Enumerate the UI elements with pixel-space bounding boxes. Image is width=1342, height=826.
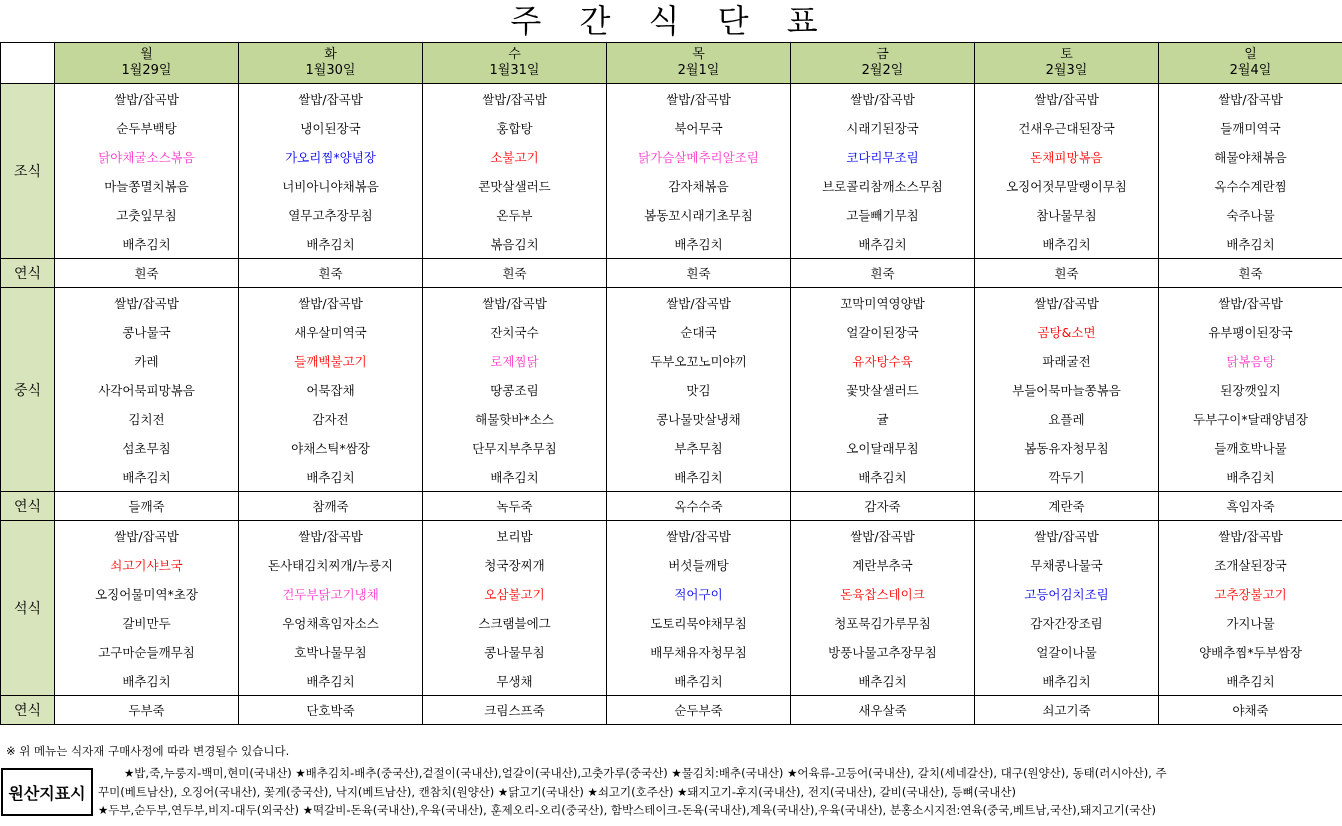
menu-item: 깍두기 bbox=[975, 462, 1159, 492]
menu-item: 쌀밥/잡곡밥 bbox=[423, 288, 607, 318]
menu-item: 꼬막미역영양밥 bbox=[791, 288, 975, 318]
meal-label: 중식 bbox=[1, 288, 55, 492]
menu-item: 방풍나물고추장무침 bbox=[791, 637, 975, 666]
menu-item: 너비아니야채볶음 bbox=[239, 171, 423, 200]
menu-item: 고등어김치조림 bbox=[975, 579, 1159, 608]
menu-item: 고추장불고기 bbox=[1159, 579, 1342, 608]
menu-item: 쌀밥/잡곡밥 bbox=[975, 288, 1159, 318]
menu-item: 들깨호박나물 bbox=[1159, 433, 1342, 462]
menu-item: 쌀밥/잡곡밥 bbox=[975, 84, 1159, 114]
meal-label: 석식 bbox=[1, 521, 55, 696]
meal-label: 연식 bbox=[1, 492, 55, 521]
menu-item: 배무채유자청무침 bbox=[607, 637, 791, 666]
menu-item: 감자전 bbox=[239, 404, 423, 433]
meal-row bbox=[1, 492, 1342, 521]
menu-item: 쇠고기샤브국 bbox=[55, 550, 239, 579]
menu-item: 흰죽 bbox=[1159, 259, 1342, 288]
meal-row bbox=[1, 375, 1342, 404]
menu-item: 쌀밥/잡곡밥 bbox=[607, 521, 791, 551]
meal-row bbox=[1, 579, 1342, 608]
meal-row bbox=[1, 404, 1342, 433]
menu-item: 감자죽 bbox=[791, 492, 975, 521]
weekly-menu-table bbox=[0, 42, 1342, 725]
menu-item: 감자간장조림 bbox=[975, 608, 1159, 637]
day-date: 1월31일 bbox=[489, 63, 540, 78]
menu-item: 가지나물 bbox=[1159, 608, 1342, 637]
menu-item: 로제찜닭 bbox=[423, 346, 607, 375]
menu-item: 호박나물무침 bbox=[239, 637, 423, 666]
day-date: 1월30일 bbox=[305, 63, 356, 78]
menu-item: 배추김치 bbox=[607, 666, 791, 696]
meal-row bbox=[1, 113, 1342, 142]
menu-item: 쌀밥/잡곡밥 bbox=[607, 84, 791, 114]
menu-item: 흰죽 bbox=[239, 259, 423, 288]
menu-item: 새우살미역국 bbox=[239, 317, 423, 346]
meal-row bbox=[1, 288, 1342, 318]
menu-item: 배추김치 bbox=[607, 229, 791, 259]
menu-item: 단호박죽 bbox=[239, 696, 423, 725]
meal-label: 연식 bbox=[1, 696, 55, 725]
menu-item: 버섯들깨탕 bbox=[607, 550, 791, 579]
menu-item: 부들어묵마늘쫑볶음 bbox=[975, 375, 1159, 404]
menu-item: 두부죽 bbox=[55, 696, 239, 725]
menu-item: 야채스틱*쌈장 bbox=[239, 433, 423, 462]
menu-item: 녹두죽 bbox=[423, 492, 607, 521]
menu-body bbox=[1, 84, 1342, 725]
menu-item: 파래굴전 bbox=[975, 346, 1159, 375]
menu-item: 참깨죽 bbox=[239, 492, 423, 521]
menu-item: 꽃맛살샐러드 bbox=[791, 375, 975, 404]
menu-item: 볶음김치 bbox=[423, 229, 607, 259]
day-header bbox=[55, 43, 239, 84]
day-header-row bbox=[1, 43, 1342, 84]
menu-item: 단무지부추무침 bbox=[423, 433, 607, 462]
menu-item: 시래기된장국 bbox=[791, 113, 975, 142]
menu-item: 돈채피망볶음 bbox=[975, 142, 1159, 171]
menu-item: 배추김치 bbox=[55, 229, 239, 259]
menu-item: 고구마순들깨무침 bbox=[55, 637, 239, 666]
menu-item: 홍합탕 bbox=[423, 113, 607, 142]
menu-item: 계란부추국 bbox=[791, 550, 975, 579]
meal-row bbox=[1, 696, 1342, 725]
day-date: 2월3일 bbox=[1045, 63, 1088, 78]
meal-row bbox=[1, 229, 1342, 259]
menu-item: 배추김치 bbox=[55, 462, 239, 492]
meal-row bbox=[1, 317, 1342, 346]
menu-item: 쌀밥/잡곡밥 bbox=[791, 521, 975, 551]
menu-item: 배추김치 bbox=[423, 462, 607, 492]
menu-item: 들깨백불고기 bbox=[239, 346, 423, 375]
menu-item: 돈육찹스테이크 bbox=[791, 579, 975, 608]
menu-item: 야채죽 bbox=[1159, 696, 1342, 725]
meal-row bbox=[1, 200, 1342, 229]
meal-row bbox=[1, 637, 1342, 666]
meal-row bbox=[1, 171, 1342, 200]
menu-item: 얼갈이된장국 bbox=[791, 317, 975, 346]
menu-item: 도토리묵야채무침 bbox=[607, 608, 791, 637]
meal-row bbox=[1, 608, 1342, 637]
menu-item: 북어무국 bbox=[607, 113, 791, 142]
meal-row bbox=[1, 521, 1342, 551]
day-date: 1월29일 bbox=[121, 63, 172, 78]
menu-item: 마늘쫑멸치볶음 bbox=[55, 171, 239, 200]
menu-item: 맛김 bbox=[607, 375, 791, 404]
meal-row bbox=[1, 433, 1342, 462]
menu-item: 오삼불고기 bbox=[423, 579, 607, 608]
menu-item: 땅콩조림 bbox=[423, 375, 607, 404]
menu-item: 배추김치 bbox=[791, 462, 975, 492]
menu-item: 쌀밥/잡곡밥 bbox=[791, 84, 975, 114]
menu-item: 콩나물국 bbox=[55, 317, 239, 346]
menu-item: 어묵잡채 bbox=[239, 375, 423, 404]
day-header bbox=[1159, 43, 1342, 84]
menu-item: 크림스프죽 bbox=[423, 696, 607, 725]
menu-item: 가오리찜*양념장 bbox=[239, 142, 423, 171]
menu-item: 잔치국수 bbox=[423, 317, 607, 346]
menu-item: 쌀밥/잡곡밥 bbox=[239, 84, 423, 114]
menu-item: 숙주나물 bbox=[1159, 200, 1342, 229]
menu-item: 닭가슴살메추리알조림 bbox=[607, 142, 791, 171]
menu-item: 쌀밥/잡곡밥 bbox=[1159, 521, 1342, 551]
meal-label: 조식 bbox=[1, 84, 55, 259]
menu-item: 곰탕&소면 bbox=[975, 317, 1159, 346]
menu-item: 조개살된장국 bbox=[1159, 550, 1342, 579]
menu-item: 닭야채굴소스볶음 bbox=[55, 142, 239, 171]
menu-item: 두부구이*달래양념장 bbox=[1159, 404, 1342, 433]
meal-row bbox=[1, 550, 1342, 579]
menu-item: 해물핫바*소스 bbox=[423, 404, 607, 433]
menu-item: 배추김치 bbox=[1159, 229, 1342, 259]
menu-item: 돈사태김치찌개/누룽지 bbox=[239, 550, 423, 579]
menu-item: 쌀밥/잡곡밥 bbox=[239, 288, 423, 318]
origin-label: 원산지표시 bbox=[1, 768, 93, 816]
menu-item: 스크램블에그 bbox=[423, 608, 607, 637]
menu-item: 배추김치 bbox=[791, 229, 975, 259]
menu-item: 온두부 bbox=[423, 200, 607, 229]
menu-item: 열무고추장무침 bbox=[239, 200, 423, 229]
menu-item: 들깨미역국 bbox=[1159, 113, 1342, 142]
menu-item: 흰죽 bbox=[791, 259, 975, 288]
day-name: 일 bbox=[1244, 47, 1257, 62]
menu-item: 소불고기 bbox=[423, 142, 607, 171]
menu-item: 들깨죽 bbox=[55, 492, 239, 521]
day-name: 토 bbox=[1060, 47, 1073, 62]
meal-row bbox=[1, 462, 1342, 492]
menu-item: 건두부닭고기냉채 bbox=[239, 579, 423, 608]
menu-item: 배추김치 bbox=[975, 666, 1159, 696]
menu-item: 적어구이 bbox=[607, 579, 791, 608]
menu-item: 순대국 bbox=[607, 317, 791, 346]
menu-item: 우엉채흑임자소스 bbox=[239, 608, 423, 637]
menu-item: 고들빼기무침 bbox=[791, 200, 975, 229]
menu-item: 배추김치 bbox=[1159, 462, 1342, 492]
menu-item: 오이달래무침 bbox=[791, 433, 975, 462]
meal-row bbox=[1, 84, 1342, 114]
menu-item: 배추김치 bbox=[239, 666, 423, 696]
menu-item: 쌀밥/잡곡밥 bbox=[239, 521, 423, 551]
menu-item: 배추김치 bbox=[55, 666, 239, 696]
menu-item: 무생채 bbox=[423, 666, 607, 696]
day-date: 2월4일 bbox=[1229, 63, 1272, 78]
menu-item: 배추김치 bbox=[239, 462, 423, 492]
menu-item: 순두부백탕 bbox=[55, 113, 239, 142]
day-name: 수 bbox=[508, 47, 521, 62]
menu-item: 흰죽 bbox=[607, 259, 791, 288]
day-name: 화 bbox=[324, 47, 337, 62]
menu-item: 배추김치 bbox=[239, 229, 423, 259]
meal-row bbox=[1, 142, 1342, 171]
menu-item: 보리밥 bbox=[423, 521, 607, 551]
menu-change-notice: ※ 위 메뉴는 식자재 구매사정에 따라 변경될수 있습니다. bbox=[6, 744, 290, 758]
meal-row bbox=[1, 666, 1342, 696]
menu-item: 닭볶음탕 bbox=[1159, 346, 1342, 375]
menu-item: 옥수수죽 bbox=[607, 492, 791, 521]
menu-item: 흑임자죽 bbox=[1159, 492, 1342, 521]
menu-item: 쌀밥/잡곡밥 bbox=[55, 521, 239, 551]
menu-item: 고춧잎무침 bbox=[55, 200, 239, 229]
menu-item: 오징어물미역*초장 bbox=[55, 579, 239, 608]
menu-item: 새우살죽 bbox=[791, 696, 975, 725]
menu-item: 오징어젓무말랭이무침 bbox=[975, 171, 1159, 200]
day-header bbox=[423, 43, 607, 84]
menu-item: 유자탕수육 bbox=[791, 346, 975, 375]
meal-label: 연식 bbox=[1, 259, 55, 288]
menu-item: 감자채볶음 bbox=[607, 171, 791, 200]
menu-item: 옥수수계란찜 bbox=[1159, 171, 1342, 200]
menu-item: 사각어묵피망볶음 bbox=[55, 375, 239, 404]
menu-item: 냉이된장국 bbox=[239, 113, 423, 142]
menu-item: 콘맛살샐러드 bbox=[423, 171, 607, 200]
menu-item: 배추김치 bbox=[607, 462, 791, 492]
meal-row bbox=[1, 346, 1342, 375]
menu-item: 쌀밥/잡곡밥 bbox=[1159, 84, 1342, 114]
menu-item: 흰죽 bbox=[975, 259, 1159, 288]
menu-item: 요플레 bbox=[975, 404, 1159, 433]
menu-item: 김치전 bbox=[55, 404, 239, 433]
menu-item: 쌀밥/잡곡밥 bbox=[55, 288, 239, 318]
menu-item: 부추무침 bbox=[607, 433, 791, 462]
day-date: 2월1일 bbox=[677, 63, 720, 78]
menu-item: 배추김치 bbox=[975, 229, 1159, 259]
menu-item: 청국장찌개 bbox=[423, 550, 607, 579]
menu-item: 계란죽 bbox=[975, 492, 1159, 521]
menu-item: 배추김치 bbox=[1159, 666, 1342, 696]
menu-item: 봄동꼬시래기초무침 bbox=[607, 200, 791, 229]
day-date: 2월2일 bbox=[861, 63, 904, 78]
menu-item: 쌀밥/잡곡밥 bbox=[55, 84, 239, 114]
origin-text-line: ★밥,죽,누룽지-백미,현미(국내산) ★배추김치-배추(중국산),겉절이(국내산),얼갈이(국내산),고춧가루(중국산) ★물김치:배추(국내산) ★어육류-고등어(국내산), 갈치(세네갈산), 대구(원양산), 동태(러시아산), 주 bbox=[124, 766, 1167, 780]
menu-item: 봄동유자청무침 bbox=[975, 433, 1159, 462]
menu-item: 쌀밥/잡곡밥 bbox=[607, 288, 791, 318]
menu-item: 된장깻잎지 bbox=[1159, 375, 1342, 404]
menu-item: 건새우근대된장국 bbox=[975, 113, 1159, 142]
menu-item: 쌀밥/잡곡밥 bbox=[423, 84, 607, 114]
menu-item: 섬초무침 bbox=[55, 433, 239, 462]
menu-item: 흰죽 bbox=[55, 259, 239, 288]
day-name: 목 bbox=[692, 47, 705, 62]
menu-item: 귤 bbox=[791, 404, 975, 433]
day-header bbox=[975, 43, 1159, 84]
corner-cell bbox=[1, 43, 55, 84]
menu-item: 쌀밥/잡곡밥 bbox=[1159, 288, 1342, 318]
menu-item: 코다리무조림 bbox=[791, 142, 975, 171]
menu-item: 배추김치 bbox=[791, 666, 975, 696]
menu-item: 유부팽이된장국 bbox=[1159, 317, 1342, 346]
page-title: 주 간 식 단 표 bbox=[510, 2, 832, 40]
day-header bbox=[791, 43, 975, 84]
menu-item: 쌀밥/잡곡밥 bbox=[975, 521, 1159, 551]
day-name: 금 bbox=[876, 47, 889, 62]
day-header bbox=[239, 43, 423, 84]
menu-item: 두부오꼬노미야끼 bbox=[607, 346, 791, 375]
menu-item: 청포묵김가루무침 bbox=[791, 608, 975, 637]
meal-row bbox=[1, 259, 1342, 288]
menu-item: 양배추찜*두부쌈장 bbox=[1159, 637, 1342, 666]
menu-item: 흰죽 bbox=[423, 259, 607, 288]
menu-item: 무채콩나물국 bbox=[975, 550, 1159, 579]
origin-text-line: ★두부,순두부,연두부,비지-대두(외국산) ★떡갈비-돈육(국내산),우육(국내산), 훈제오리-오리(중국산), 함박스테이크-돈육(국내산),계육(국내산),우육(국내산), 분홍소시지전:연육(중국,베트남,국산),돼지고기(국산) bbox=[98, 803, 1156, 817]
day-name: 월 bbox=[140, 47, 153, 62]
menu-item: 브로콜리참깨소스무침 bbox=[791, 171, 975, 200]
menu-item: 쇠고기죽 bbox=[975, 696, 1159, 725]
menu-item: 참나물무침 bbox=[975, 200, 1159, 229]
menu-item: 카레 bbox=[55, 346, 239, 375]
menu-item: 해물야채볶음 bbox=[1159, 142, 1342, 171]
menu-item: 순두부죽 bbox=[607, 696, 791, 725]
menu-item: 갈비만두 bbox=[55, 608, 239, 637]
menu-item: 콩나물무침 bbox=[423, 637, 607, 666]
origin-text-line: 꾸미(베트남산), 오징어(국내산), 꽃게(중국산), 낙지(베트남산), 캔참치(원양산) ★닭고기(국내산) ★쇠고기(호주산) ★돼지고기-후지(국내산), 전지(국내산), 갈비(국내산), 등뼈(국내산) bbox=[98, 785, 1017, 799]
day-header bbox=[607, 43, 791, 84]
menu-item: 얼갈이나물 bbox=[975, 637, 1159, 666]
menu-item: 콩나물맛살냉채 bbox=[607, 404, 791, 433]
